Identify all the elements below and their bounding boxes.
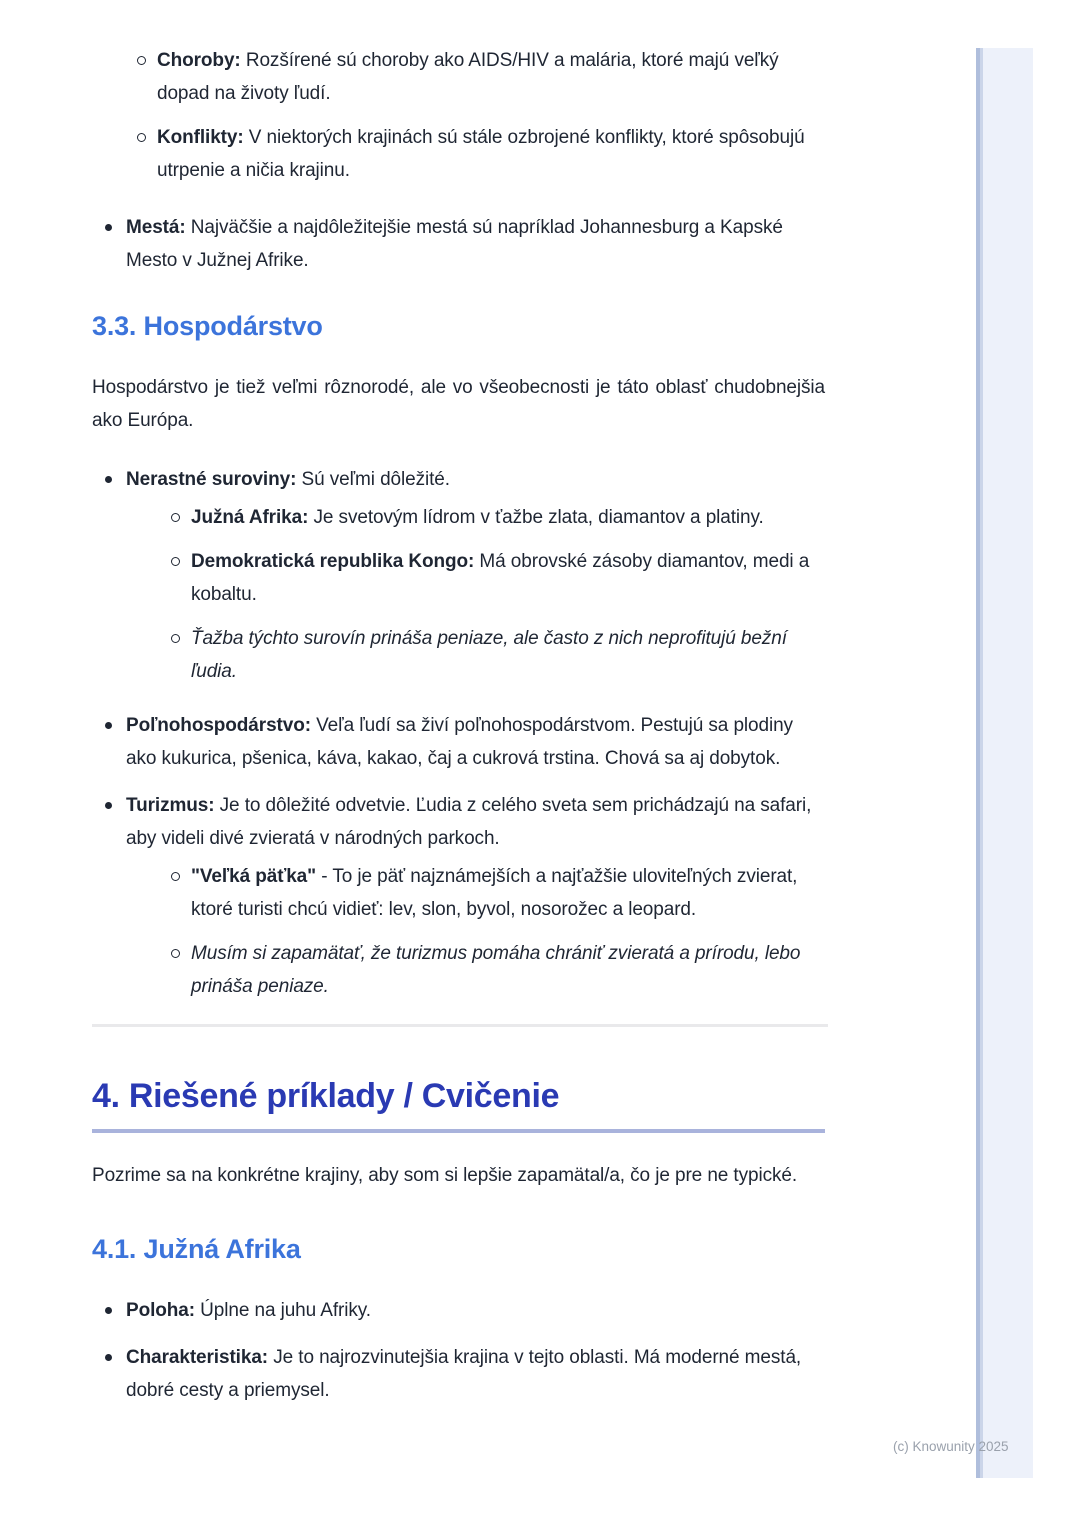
item-label: Turizmus: bbox=[126, 795, 215, 816]
sublist-tourism bbox=[126, 860, 825, 1003]
sublist-minerals bbox=[126, 501, 825, 688]
item-label: Konflikty: bbox=[157, 127, 244, 148]
list-item-poloha bbox=[92, 1294, 825, 1327]
sublist-problems bbox=[92, 44, 825, 187]
paragraph-pozrime: Pozrime sa na konkrétne krajiny, aby som si lepšie zapamätal/a, čo je pre ne typické. bbox=[92, 1165, 798, 1186]
list-item-konflikty bbox=[92, 121, 825, 187]
item-label: Poľnohospodárstvo: bbox=[126, 715, 311, 736]
list-item-choroby bbox=[92, 44, 825, 110]
item-text: Úplne na juhu Afriky. bbox=[200, 1300, 371, 1321]
paragraph-hospodarstvo: Hospodárstvo je tiež veľmi rôznorodé, ale vo všeobecnosti je táto oblasť chudobnejšia ako Európa. bbox=[92, 377, 825, 431]
copyright-watermark: (c) Knowunity 2025 bbox=[893, 1439, 1009, 1454]
heading-riesene-priklady: 4. Riešené príklady / Cvičenie bbox=[92, 1073, 825, 1133]
item-text: Je to dôležité odvetvie. Ľudia z celého sveta sem prichádzajú na safari, aby videli divé zvieratá v národných parkoch. bbox=[126, 795, 812, 849]
item-text: - To je päť najznámejších a najťažšie uloviteľných zvierat, ktoré turisti chcú vidieť: lev, slon, byvol, nosorožec a leopard. bbox=[191, 866, 798, 920]
item-label: "Veľká päťka" bbox=[191, 866, 317, 887]
heading-juzna-afrika: 4.1. Južná Afrika bbox=[92, 1234, 301, 1264]
list-item-charakteristika bbox=[92, 1341, 825, 1407]
list-economy bbox=[92, 463, 825, 1003]
item-label: Mestá: bbox=[126, 217, 186, 238]
section-divider bbox=[92, 1024, 828, 1027]
item-label: Poloha: bbox=[126, 1300, 195, 1321]
list-item-turizmus-note bbox=[126, 937, 825, 1003]
item-text: Veľa ľudí sa živí poľnohospodárstvom. Pestujú sa plodiny ako kukurica, pšenica, káva, kakao, čaj a cukrová trstina. Chová sa aj dobytok. bbox=[126, 715, 793, 769]
list-item-mesta bbox=[92, 211, 825, 277]
list-item-tazba-note bbox=[126, 622, 825, 688]
list-item-nerastne-suroviny bbox=[92, 463, 825, 688]
list-item-juzna-afrika bbox=[126, 501, 825, 534]
item-label: Demokratická republika Kongo: bbox=[191, 551, 475, 572]
item-text: Musím si zapamätať, že turizmus pomáha chrániť zvieratá a prírodu, lebo prináša peniaze. bbox=[191, 943, 801, 997]
list-item-turizmus bbox=[92, 789, 825, 1003]
item-label: Nerastné suroviny: bbox=[126, 469, 297, 490]
item-text: Je to najrozvinutejšia krajina v tejto oblasti. Má moderné mestá, dobré cesty a priemysel. bbox=[126, 1347, 802, 1401]
item-text: Sú veľmi dôležité. bbox=[301, 469, 450, 490]
heading-hospodarstvo: 3.3. Hospodárstvo bbox=[92, 311, 323, 341]
item-text: Najväčšie a najdôležitejšie mestá sú napríklad Johannesburg a Kapské Mesto v Južnej Afrike. bbox=[126, 217, 783, 271]
document-content bbox=[92, 0, 825, 1421]
list-item-kongo bbox=[126, 545, 825, 611]
item-text: Je svetovým lídrom v ťažbe zlata, diamantov a platiny. bbox=[313, 507, 764, 528]
list-south-africa bbox=[92, 1294, 825, 1407]
item-text: Rozšírené sú choroby ako AIDS/HIV a malária, ktoré majú veľký dopad na životy ľudí. bbox=[157, 50, 779, 104]
right-margin-strip bbox=[983, 48, 1033, 1478]
list-item-velka-patka bbox=[126, 860, 825, 926]
list-item-polnohospodarstvo bbox=[92, 709, 825, 775]
item-text: Ťažba týchto surovín prináša peniaze, ale často z nich neprofitujú bežní ľudia. bbox=[191, 628, 787, 682]
list-cities bbox=[92, 211, 825, 277]
item-label: Charakteristika: bbox=[126, 1347, 269, 1368]
item-label: Choroby: bbox=[157, 50, 241, 71]
item-text: V niektorých krajinách sú stále ozbrojené konflikty, ktoré spôsobujú utrpenie a ničia krajinu. bbox=[157, 127, 805, 181]
item-text: Má obrovské zásoby diamantov, medi a kobaltu. bbox=[191, 551, 810, 605]
item-label: Južná Afrika: bbox=[191, 507, 309, 528]
vertical-scrollbar[interactable] bbox=[976, 48, 983, 1478]
